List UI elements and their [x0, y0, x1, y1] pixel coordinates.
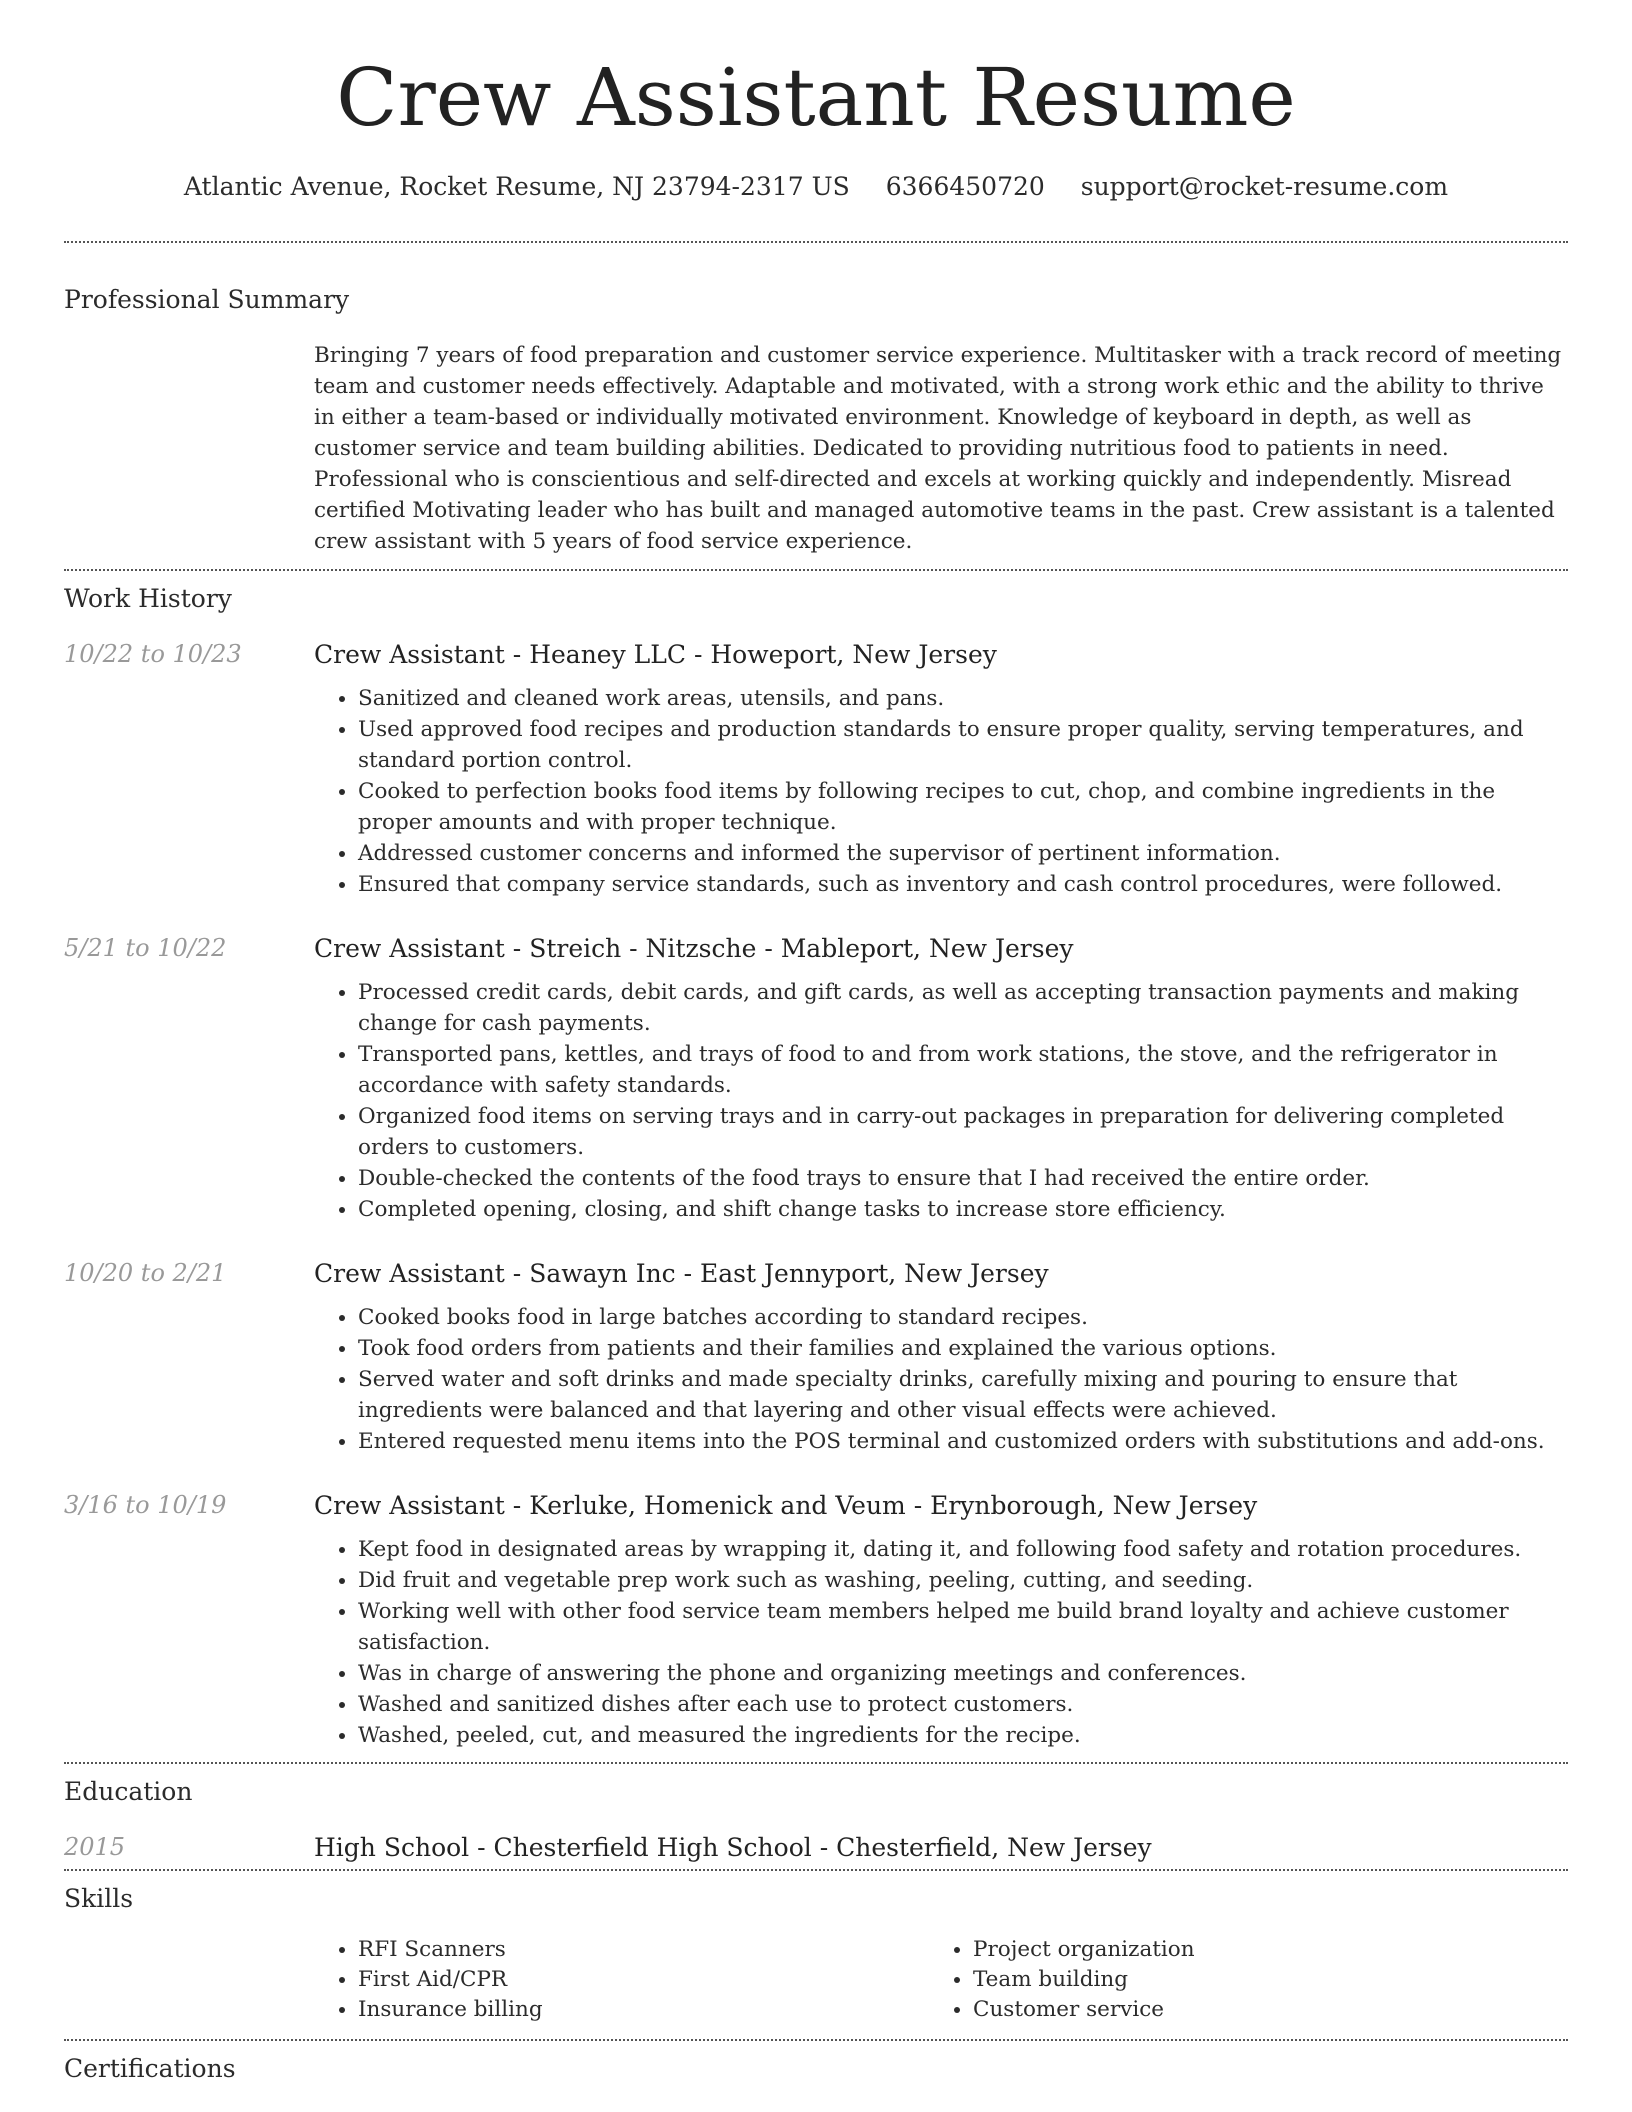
list-item: • Did fruit and vegetable prep work such as washing, peeling, cutting, and seeding. [358, 1565, 1568, 1596]
education-title: High School - Chesterfield High School - Chesterfield, New Jersey [314, 1833, 1152, 1862]
list-item: • Double-checked the contents of the food trays to ensure that I had received the entire order. [358, 1163, 1568, 1194]
job-dates: 5/21 to 10/22 [64, 934, 227, 962]
divider [64, 1869, 1568, 1871]
section-title-education: Education [64, 1777, 193, 1806]
list-item: • Project organization [973, 1935, 1529, 1965]
skills-list [64, 1935, 1568, 2035]
list-item: • Cooked to perfection books food items by following recipes to cut, chop, and combine ingredients in the proper amounts and with proper technique. [358, 776, 1568, 838]
list-item: • Addressed customer concerns and informed the supervisor of pertinent information. [358, 838, 1568, 869]
contact-phone: 6366450720 [885, 172, 1045, 201]
list-item: • Transported pans, kettles, and trays of food to and from work stations, the stove, and the refrigerator in accordance with safety standards. [358, 1039, 1568, 1101]
list-item: • Used approved food recipes and production standards to ensure proper quality, serving temperatures, and standard portion control. [358, 714, 1568, 776]
job-entry [64, 1259, 1568, 1457]
job-bullets [314, 1534, 1568, 1751]
divider [64, 241, 1568, 243]
job-dates: 3/16 to 10/19 [64, 1491, 227, 1519]
education-entry [64, 1833, 1568, 1869]
job-title: Crew Assistant - Sawayn Inc - East Jennyport, New Jersey [314, 1259, 1049, 1288]
list-item: • Took food orders from patients and their families and explained the various options. [358, 1333, 1568, 1364]
job-bullets [314, 1302, 1568, 1457]
list-item: • Entered requested menu items into the POS terminal and customized orders with substitutions and add-ons. [358, 1426, 1568, 1457]
divider [64, 1762, 1568, 1764]
list-item: • Working well with other food service team members helped me build brand loyalty and achieve customer satisfaction. [358, 1596, 1568, 1658]
education-dates: 2015 [64, 1833, 126, 1861]
job-bullets [314, 977, 1568, 1225]
contact-address: Atlantic Avenue, Rocket Resume, NJ 23794-2317 US [183, 172, 850, 201]
section-title-skills: Skills [64, 1884, 134, 1913]
list-item: • First Aid/CPR [358, 1965, 914, 1995]
list-item: • Processed credit cards, debit cards, and gift cards, as well as accepting transaction payments and making change for cash payments. [358, 977, 1568, 1039]
skills-column-right [929, 1935, 1529, 2025]
list-item: • Completed opening, closing, and shift change tasks to increase store efficiency. [358, 1194, 1568, 1225]
job-dates: 10/20 to 2/21 [64, 1259, 227, 1287]
section-title-summary: Professional Summary [64, 285, 350, 314]
list-item: • Organized food items on serving trays and in carry-out packages in preparation for delivering completed orders to customers. [358, 1101, 1568, 1163]
job-title: Crew Assistant - Kerluke, Homenick and Veum - Erynborough, New Jersey [314, 1491, 1258, 1520]
resume-title: Crew Assistant Resume [336, 51, 1296, 144]
section-title-certifications: Certifications [64, 2054, 236, 2083]
list-item: • RFI Scanners [358, 1935, 914, 1965]
job-title: Crew Assistant - Heaney LLC - Howeport, New Jersey [314, 640, 997, 669]
list-item: • Ensured that company service standards, such as inventory and cash control procedures, were followed. [358, 869, 1568, 900]
list-item: • Washed, peeled, cut, and measured the ingredients for the recipe. [358, 1720, 1568, 1751]
job-bullets [314, 683, 1568, 900]
divider [64, 569, 1568, 571]
job-dates: 10/22 to 10/23 [64, 640, 242, 668]
skills-column-left [314, 1935, 914, 2025]
list-item: • Washed and sanitized dishes after each use to protect customers. [358, 1689, 1568, 1720]
job-entry [64, 934, 1568, 1225]
section-title-work-history: Work History [64, 584, 232, 613]
list-item: • Sanitized and cleaned work areas, utensils, and pans. [358, 683, 1568, 714]
list-item: • Insurance billing [358, 1995, 914, 2025]
list-item: • Kept food in designated areas by wrapping it, dating it, and following food safety and rotation procedures. [358, 1534, 1568, 1565]
contact-line [64, 172, 1568, 204]
list-item: • Was in charge of answering the phone and organizing meetings and conferences. [358, 1658, 1568, 1689]
summary-text: Bringing 7 years of food preparation and customer service experience. Multitasker with a track record of meeting team and customer needs effectively. Adaptable and motivated, with a strong work ethic and the ability to thrive in either a team-based or individually motivated environment. Knowledge of keyboard in depth, as well as customer service and team building abilities. Dedicated to providing nutritious food to patients in need. Professional who is conscientious and self-directed and excels at working quickly and independently. Misread certified Motivating leader who has built and managed automotive teams in the past. Crew assistant is a talented crew assistant with 5 years of food service experience. [314, 343, 1562, 554]
list-item: • Customer service [973, 1995, 1529, 2025]
contact-email: support@rocket-resume.com [1080, 172, 1449, 201]
list-item: • Cooked books food in large batches according to standard recipes. [358, 1302, 1568, 1333]
job-entry [64, 640, 1568, 900]
job-title: Crew Assistant - Streich - Nitzsche - Mableport, New Jersey [314, 934, 1074, 963]
list-item: • Served water and soft drinks and made specialty drinks, carefully mixing and pouring to ensure that ingredients were balanced and that layering and other visual effects were achieved. [358, 1364, 1568, 1426]
list-item: • Team building [973, 1965, 1529, 1995]
divider [64, 2039, 1568, 2041]
job-entry [64, 1491, 1568, 1751]
resume-page [64, 0, 1568, 2083]
